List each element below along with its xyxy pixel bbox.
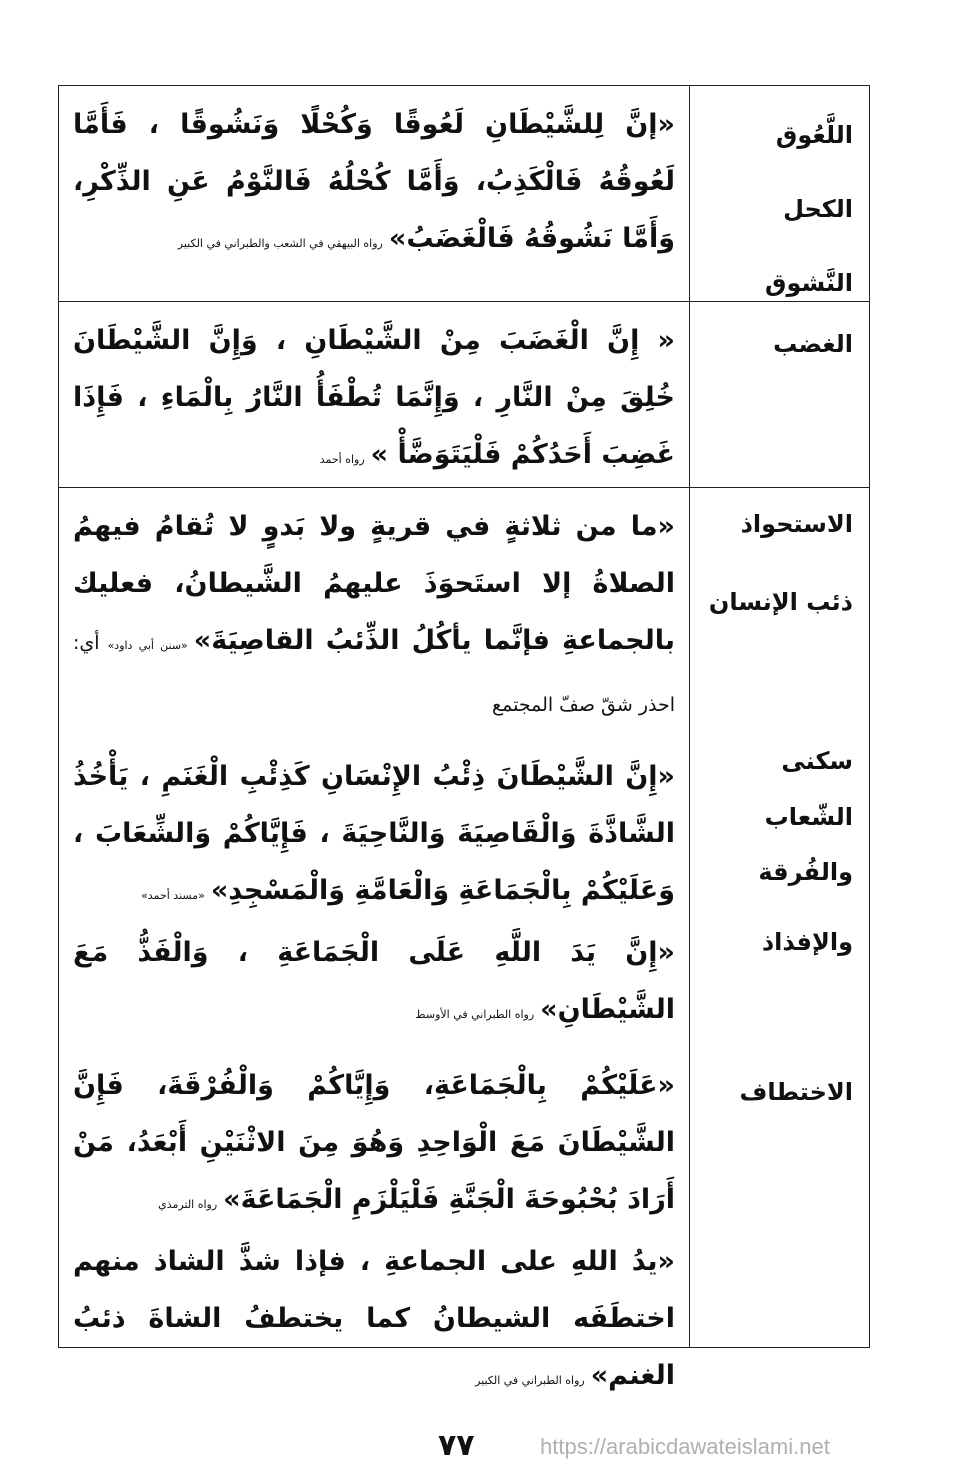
table-row [59,86,869,302]
hadith-text: «إِنَّ يَدَ اللَّهِ عَلَى الْجَمَاعَةِ ، وَالْفَذُّ مَعَ الشَّيْطَانِ» [73,937,675,1025]
hadith-source: رواه البيهقي في الشعب والطبراني في الكبير [177,237,383,250]
hadith [73,924,675,1043]
terms-cell [689,488,869,1347]
hadith [73,312,675,488]
terms-cell [689,302,869,487]
website-url[interactable]: https://arabicdawateislami.net [540,1434,830,1459]
table-row [59,488,869,1391]
table-row [59,302,869,488]
term: النَّشوق [765,269,853,297]
hadith-text: «إِنَّ الشَّيْطَانَ ذِئْبُ الإِنْسَانِ كَذِئْبِ الْغَنَمِ ، يَأْخُذُ الشَّاذَّةَ وَالْقَاصِيَةَ وَالنَّاحِيَةَ ، فَإِيَّاكُمْ وَالشِّعَابَ ، وَعَلَيْكُمْ بِالْجَمَاعَةِ وَالْعَامَّةِ وَالْمَسْجِدِ» [73,761,675,906]
term: سكنى الشّعاب [764,747,853,831]
term: الاختطاف [739,1078,853,1106]
hadith-text: «ما من ثلاثةٍ في قريةٍ ولا بَدوٍ لا تُقامُ فيهمُ الصلاةُ إلا استَحوَذَ عليهمُ الشَّيطانُ، فعليك بالجماعةِ فإنَّما يأكُلُ الذِّئبُ القاصِيَةَ» [73,511,675,656]
terms-cell [689,86,869,301]
hadith-source: رواه أحمد [319,453,365,466]
hadith [73,498,675,734]
hadith-cell [59,86,689,301]
hadith-source: رواه الترمذي [158,1198,218,1211]
hadith-cell [59,302,689,487]
hadith-table [58,85,870,1391]
term: الاستحواذ [740,510,853,538]
hadith [73,1233,675,1409]
page-number: ٧٧ [438,1428,475,1463]
hadith-text: «يدُ اللهِ على الجماعةِ ، فإذا شذَّ الشاذ منهم اختطَفَه الشيطانُ كما يختطفُ الشاةَ ذئبُ الغنم» [73,1246,675,1391]
term: اللَّعُوق [775,121,853,149]
hadith-cell [59,488,689,1391]
term: الغضب [773,330,853,358]
hadith-note: أي: احذر شقّ صفّ المجتمع [73,632,675,716]
hadith [73,96,675,272]
hadith [73,748,675,924]
term: الكحل [783,195,853,223]
term: ذئب الإنسان [708,588,853,616]
hadith-source: «مسند أحمد» [141,889,205,902]
term: والإفذاذ [761,928,853,956]
hadith-source: رواه الطبراني في الكبير [475,1374,585,1387]
hadith-text: «إنَّ لِلشَّيْطَانِ لَعُوقًا وَكُحْلًا وَنَشُوقًا ، فَأَمَّا لَعُوقُهُ فَالْكَذِبُ، وَأَمَّا كُحْلُهُ فَالنَّوْمُ عَنِ الذِّكْرِ، وَأَمَّا نَشُوقُهُ فَالْغَضَبُ» [73,109,675,254]
hadith-text: « إِنَّ الْغَضَبَ مِنْ الشَّيْطَانِ ، وَإِنَّ الشَّيْطَانَ خُلِقَ مِنْ النَّارِ ، وَإِنَّمَا تُطْفَأُ النَّارُ بِالْمَاءِ ، فَإِذَا غَضِبَ أَحَدُكُمْ فَلْيَتَوَضَّأْ » [73,325,675,470]
hadith-source: رواه الطبراني في الأوسط [415,1008,535,1021]
hadith-source: «سنن أبي داود» [107,639,188,652]
hadith [73,1057,675,1233]
term: والفُرقة [758,858,853,886]
hadith-text: «عَلَيْكُمْ بِالْجَمَاعَةِ، وَإِيَّاكُمْ وَالْفُرْقَةَ، فَإِنَّ الشَّيْطَانَ مَعَ الْوَاحِدِ وَهُوَ مِنَ الاثْنَيْنِ أَبْعَدُ، مَنْ أَرَادَ بُحْبُوحَةَ الْجَنَّةِ فَلْيَلْزَمِ الْجَمَاعَةَ» [73,1070,675,1215]
